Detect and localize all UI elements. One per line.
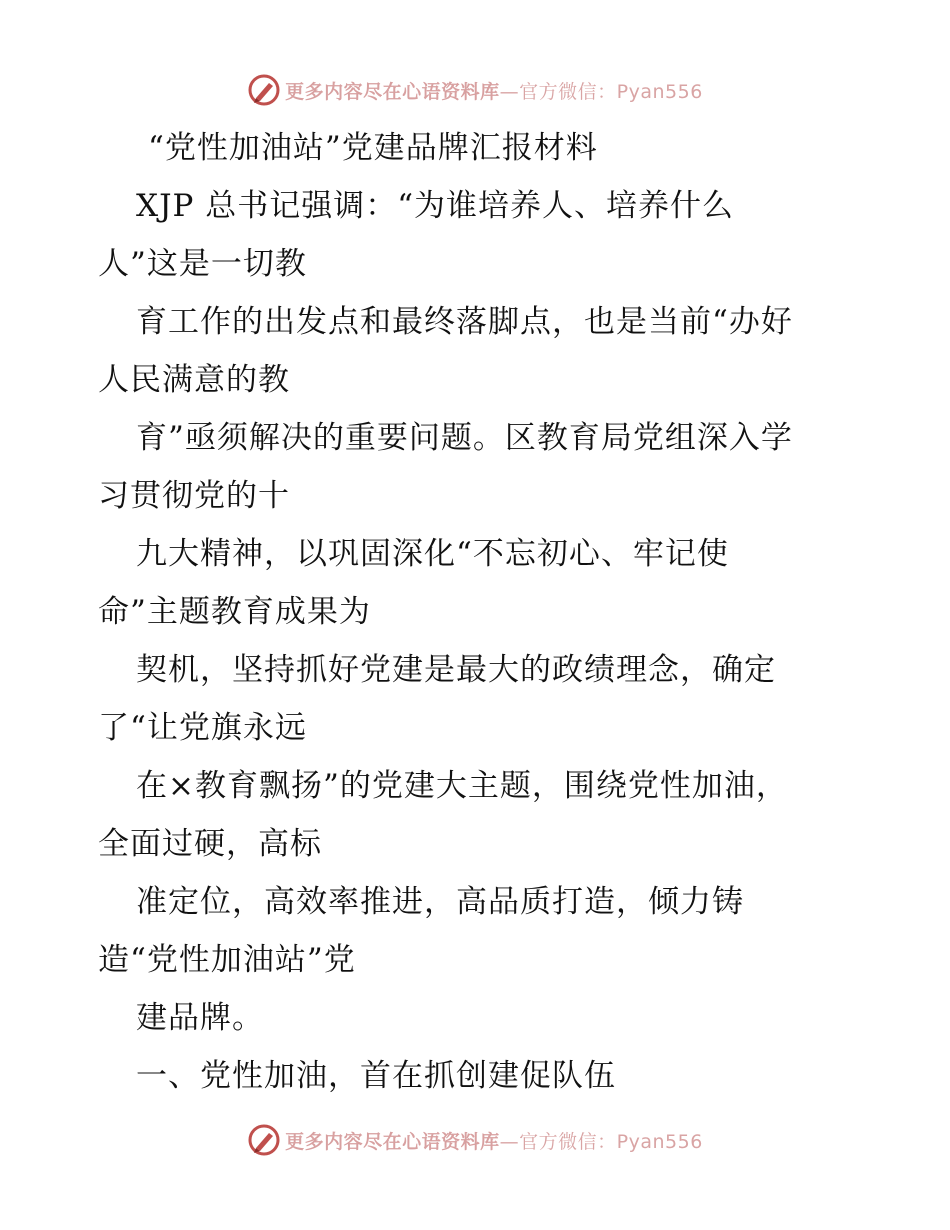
- footer-watermark: [0, 1120, 950, 1160]
- paragraph-line: 育”亟须解决的重要问题。区教育局党组深入学: [136, 420, 793, 456]
- paragraph-line: 人”这是一切教: [98, 246, 307, 282]
- document-title: “党性加油站”党建品牌汇报材料: [148, 130, 598, 166]
- paragraph-line: 准定位，高效率推进，高品质打造，倾力铸: [136, 884, 744, 920]
- paragraph-line: 建品牌。: [136, 1000, 264, 1036]
- paragraph-line: 了“让党旗永远: [98, 710, 307, 746]
- paragraph-line: 契机，坚持抓好党建是最大的政绩理念，确定: [136, 652, 776, 688]
- pen-logo-icon: [247, 1123, 281, 1157]
- pen-logo-icon: [247, 73, 281, 107]
- paragraph-line: 九大精神，以巩固深化“不忘初心、牢记使: [136, 536, 729, 572]
- watermark-text-bold: 更多内容尽在心语资料库: [285, 1130, 500, 1153]
- paragraph-line: 全面过硬，高标: [98, 826, 322, 862]
- watermark-text-bold: 更多内容尽在心语资料库: [285, 80, 500, 103]
- header-watermark: [0, 70, 950, 110]
- section-heading: 一、党性加油，首在抓创建促队伍: [136, 1058, 616, 1094]
- paragraph-line: 育工作的出发点和最终落脚点，也是当前“办好: [136, 304, 793, 340]
- paragraph-line: 造“党性加油站”党: [98, 942, 356, 978]
- watermark-text: [285, 1127, 703, 1154]
- paragraph-line: 习贯彻党的十: [98, 478, 290, 514]
- watermark-text-rest: —官方微信：Pyan556: [499, 1130, 703, 1153]
- watermark-text-rest: —官方微信：Pyan556: [499, 80, 703, 103]
- paragraph-line: 人民满意的教: [98, 362, 290, 398]
- paragraph-line: XJP 总书记强调：“为谁培养人、培养什么: [136, 188, 735, 224]
- paragraph-line: 命”主题教育成果为: [98, 594, 371, 630]
- paragraph-line: 在×教育飘扬”的党建大主题，围绕党性加油，: [136, 768, 788, 804]
- watermark-text: [285, 77, 703, 104]
